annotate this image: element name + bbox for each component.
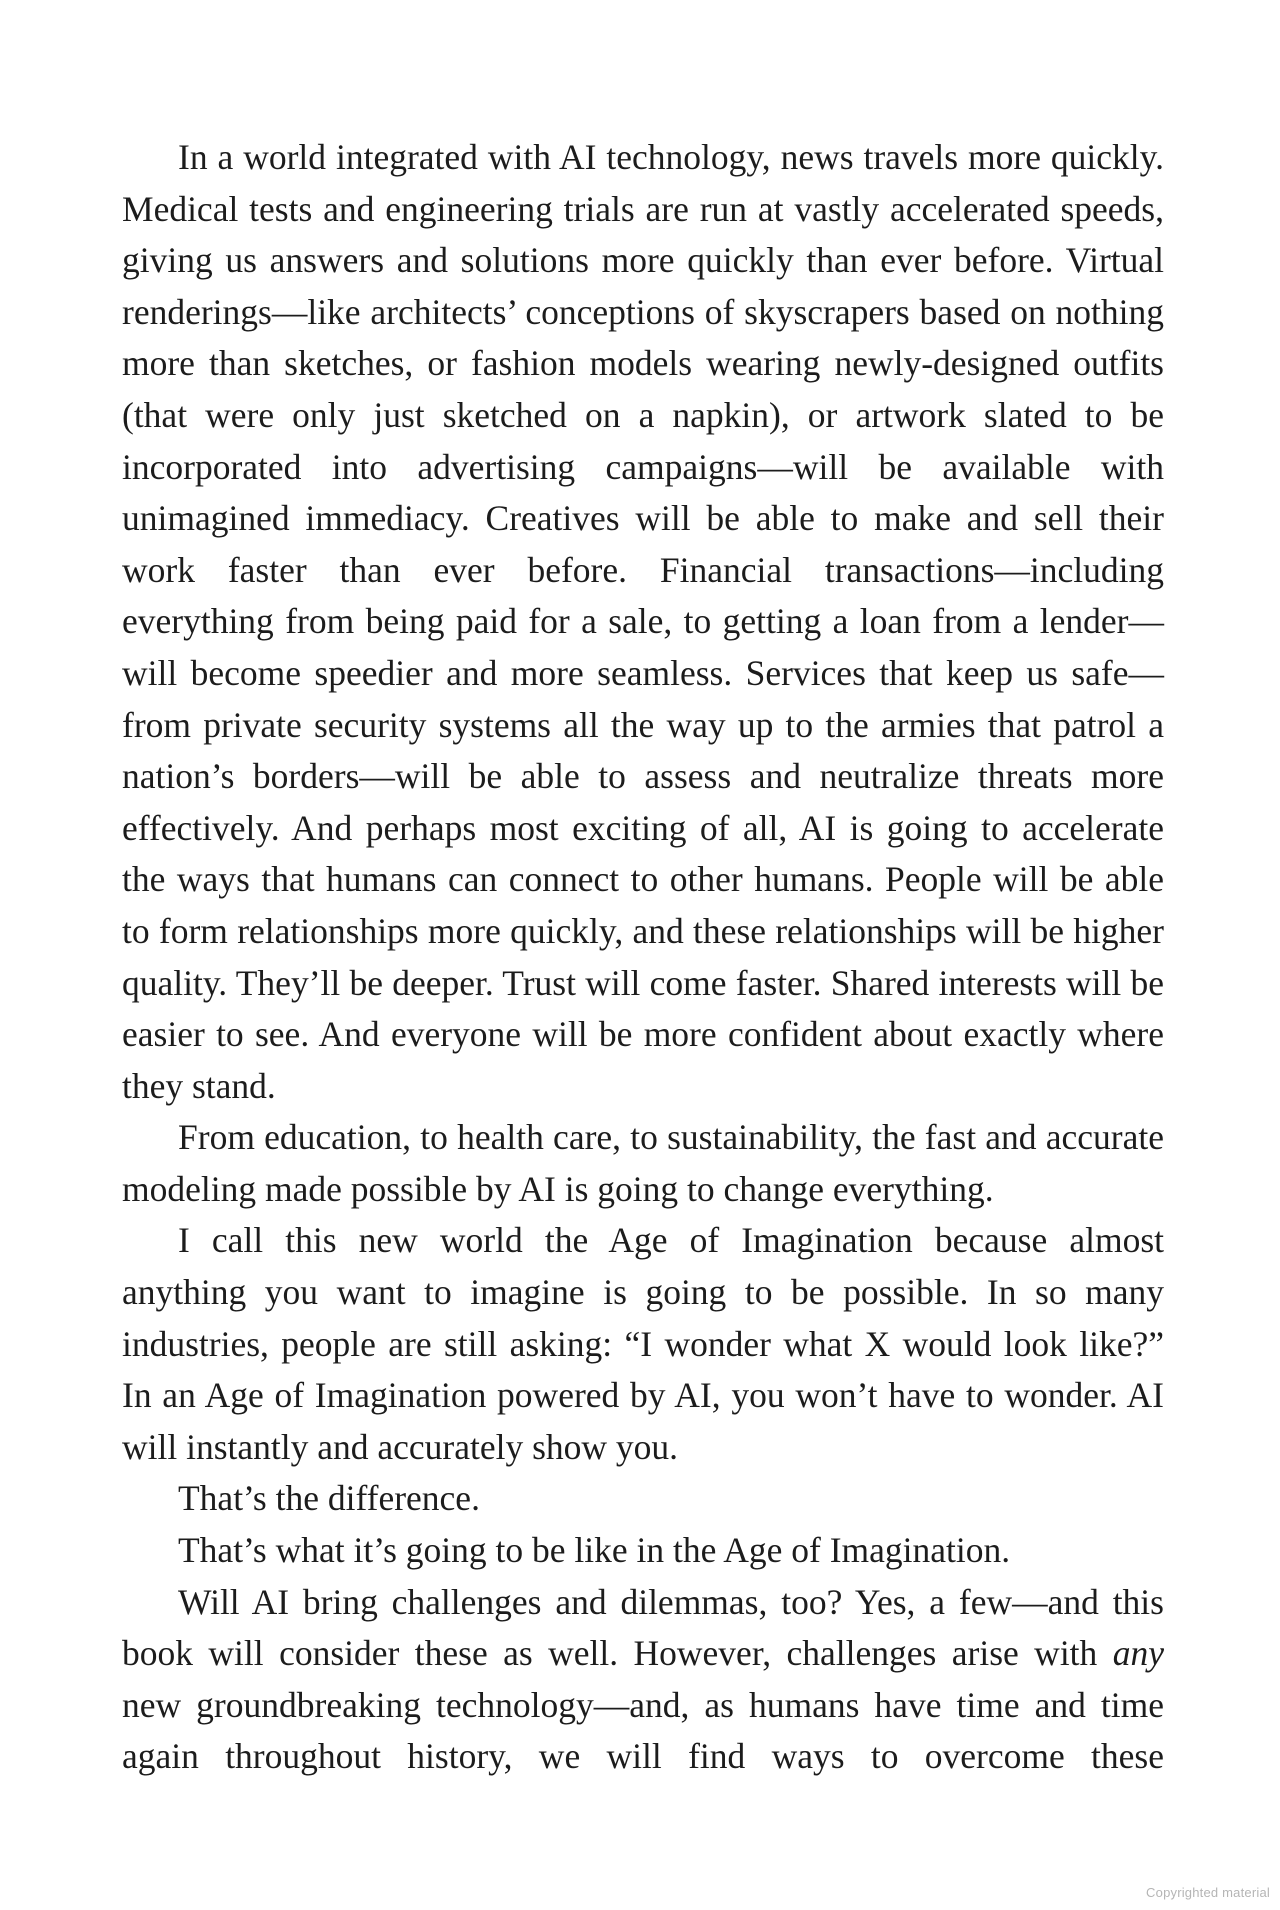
paragraph-1: In a world integrated with AI technology, news travels more quickly. Medical tests and engineering trials are run at vastly accelerated speeds, giving us answers and solutions more quickly than ever before. Virtual renderings—like architects’ conceptions of skyscrapers based on nothing more than sketches, or fashion models wearing newly-designed outfits (that were only just sketched on a napkin), or artwork slated to be incorporated into advertising campaigns—will be available with unimagined immediacy. Creatives will be able to make and sell their work faster than ever before. Financial transactions—including everything from being paid for a sale, to getting a loan from a lender— will become speedier and more seamless. Services that keep us safe—from private security systems all the way up to the armies that patrol a nation’s borders—will be able to assess and neutralize threats more effectively. And perhaps most exciting of all, AI is going to accelerate the ways that humans can connect to other humans. People will be able to form relationships more quickly, and these relationships will be higher quality. They’ll be deeper. Trust will come faster. Shared interests will be easier to see. And everyone will be more confident about exactly where they stand. — [122, 137, 1164, 1106]
paragraph-6-after-italic: new groundbreaking technology—and, as humans have time and time again throughout history, we will find ways to overcome these — [122, 1684, 1164, 1777]
paragraph-3: I call this new world the Age of Imagination because almost anything you want to imagine is going to be possible. In so many industries, people are still asking: “I wonder what X would look like?” In an Age of Imagination powered by AI, you won’t have to wonder. AI will instantly and accurately show you. — [122, 1220, 1164, 1467]
paragraph-6-italic-word: any — [1112, 1633, 1164, 1674]
paragraph-6 — [122, 1577, 1164, 1783]
page-body — [122, 132, 1164, 1783]
paragraph-4: That’s the difference. — [178, 1478, 480, 1519]
paragraph-5: That’s what it’s going to be like in the Age of Imagination. — [178, 1530, 1011, 1571]
paragraph-6-before-italic: Will AI bring challenges and dilemmas, too? Yes, a few—and this book will consider these as well. However, challenges arise with — [122, 1581, 1164, 1674]
copyright-watermark: Copyrighted material — [1146, 1885, 1270, 1900]
paragraph-2: From education, to health care, to sustainability, the fast and accurate modeling made possible by AI is going to change everything. — [122, 1117, 1164, 1209]
